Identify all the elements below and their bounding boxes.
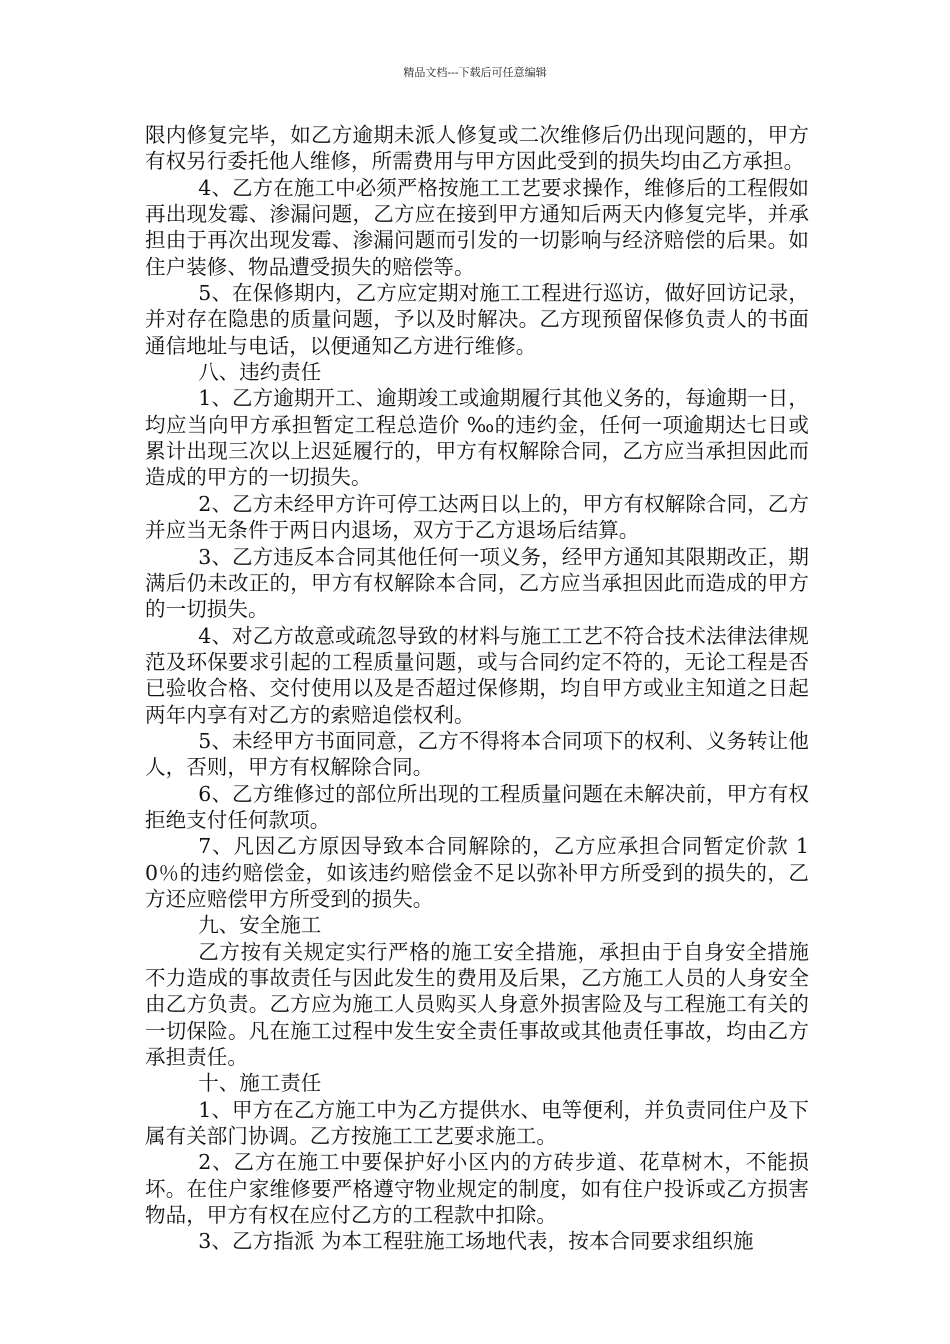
paragraph-breach-7: 7、凡因乙方原因导致本合同解除的，乙方应承担合同暂定价款 10％的违约赔偿金，如该违约赔偿金不足以弥补甲方所受到的损失的，乙方还应赔偿甲方所受到的损失。	[145, 834, 809, 911]
paragraph-construction-3: 3、乙方指派 为本工程驻施工场地代表，按本合同要求组织施	[198, 1229, 754, 1254]
section-heading-breach: 八、违约责任	[198, 360, 322, 385]
paragraph-breach-3: 3、乙方违反本合同其他任何一项义务，经甲方通知其限期改正，期满后仍未改正的，甲方有权解除本合同，乙方应当承担因此而造成的甲方的一切损失。	[145, 544, 809, 622]
paragraph-construction-1: 1、甲方在乙方施工中为乙方提供水、电等便利，并负责同住户及下属有关部门协调。乙方按施工工艺要求施工。	[145, 1097, 809, 1149]
section-heading-construction: 十、施工责任	[198, 1071, 322, 1096]
paragraph-breach-4: 4、对乙方故意或疏忽导致的材料与施工工艺不符合技术法律法律规范及环保要求引起的工程质量问题，或与合同约定不符的，无论工程是否已验收合格、交付使用以及是否超过保修期，均自甲方或业主知道之日起两年内享有对乙方的索赔追偿权利。	[145, 623, 809, 727]
paragraph-breach-1: 1、乙方逾期开工、逾期竣工或逾期履行其他义务的，每逾期一日，均应当向甲方承担暂定工程总造价 ‰的违约金，任何一项逾期达七日或累计出现三次以上迟延履行的，甲方有权解除合同，乙方应当承担因此而造成的甲方的一切损失。	[145, 386, 809, 490]
page-header: 精品文档---下载后可任意编辑	[403, 66, 547, 79]
paragraph-breach-6: 6、乙方维修过的部位所出现的工程质量问题在未解决前，甲方有权拒绝支付任何款项。	[145, 781, 809, 832]
paragraph-warranty-5: 5、在保修期内，乙方应定期对施工工程进行巡访，做好回访记录，并对存在隐患的质量问题，予以及时解决。乙方现预留保修负责人的书面通信地址与电话，以便通知乙方进行维修。	[145, 281, 809, 358]
paragraph-breach-5: 5、未经甲方书面同意，乙方不得将本合同项下的权利、义务转让他人，否则，甲方有权解除合同。	[145, 728, 809, 780]
section-heading-safety: 九、安全施工	[198, 913, 322, 938]
paragraph-construction-2: 2、乙方在施工中要保护好小区内的方砖步道、花草树木，不能损坏。在住户家维修要严格遵守物业规定的制度，如有住户投诉或乙方损害物品，甲方有权在应付乙方的工程款中扣除。	[145, 1150, 809, 1228]
paragraph-continuation: 限内修复完毕，如乙方逾期未派人修复或二次维修后仍出现问题的，甲方有权另行委托他人维修，所需费用与甲方因此受到的损失均由乙方承担。	[145, 123, 809, 174]
paragraph-breach-2: 2、乙方未经甲方许可停工达两日以上的，甲方有权解除合同，乙方并应当无条件于两日内退场，双方于乙方退场后结算。	[145, 491, 809, 543]
paragraph-safety: 乙方按有关规定实行严格的施工安全措施，承担由于自身安全措施不力造成的事故责任与因此发生的费用及后果，乙方施工人员的人身安全由乙方负责。乙方应为施工人员购买人身意外损害险及与工程施工有关的一切保险。凡在施工过程中发生安全责任事故或其他责任事故，均由乙方承担责任。	[145, 939, 809, 1070]
paragraph-warranty-4: 4、乙方在施工中必须严格按施工工艺要求操作，维修后的工程假如再出现发霉、渗漏问题，乙方应在接到甲方通知后两天内修复完毕，并承担由于再次出现发霉、渗漏问题而引发的一切影响与经济赔偿的后果。如住户装修、物品遭受损失的赔偿等。	[145, 175, 809, 279]
document-body	[145, 122, 809, 1255]
